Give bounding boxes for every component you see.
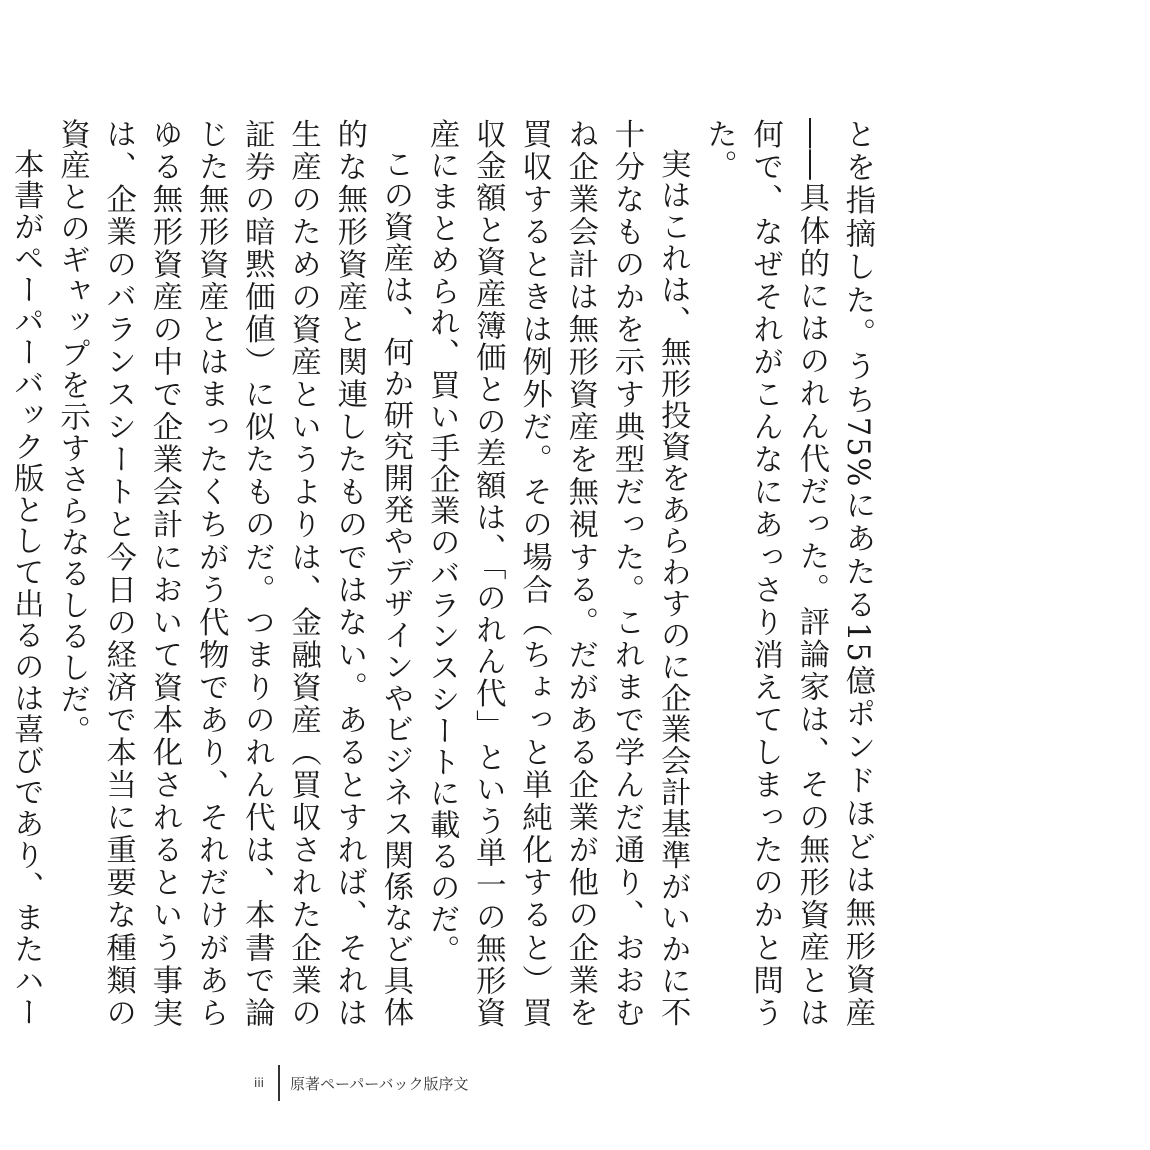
paragraph-4: 本書がペーパーバック版として出るのは喜びであり、またハー [8, 148, 44, 1028]
paragraph-1: とを指摘した。うち75%にあたる15億ポンドほどは無形資産――具体的にはのれん代だった。評論家は、その無形資産とは何で、なぜそれがこんなにあっさり消えてしまったのかと問うた。 [701, 118, 875, 1028]
paragraph-3: この資産は、何か研究開発やデザインやビジネス関係など具体的な無形資産と関連したものではない。あるとすれば、それは生産のための資産というよりは、金融資産（買収された企業の証券の暗黙価値）に似たものだ。つまりのれん代は、本書で論じた無形資産とはまったくちがう代物であり、それだけがあらゆる無形資産の中で企業会計において資本化されるという事実は、企業のバランスシートと今日の経済で本当に重要な種類の資産とのギャップを示すさらなるしるしだ。 [54, 118, 413, 1028]
body-text [8, 118, 880, 1028]
page-footer [254, 1062, 469, 1104]
page-number: iii [254, 1076, 265, 1090]
paragraph-2: 実はこれは、無形投資をあらわすのに企業会計基準がいかに不十分なものかを示す典型だった。これまで学んだ通り、おおむね企業会計は無形資産を無視する。だがある企業が他の企業を買収するときは例外だ。その場合（ちょっと単純化すると）買収金額と資産簿価との差額は、「のれん代」という単一の無形資産にまとめられ、買い手企業のバランスシートに載るのだ。 [424, 118, 691, 1028]
running-section-title: 原著ペーパーバック版序文 [290, 1074, 469, 1093]
footer-divider [278, 1065, 280, 1101]
